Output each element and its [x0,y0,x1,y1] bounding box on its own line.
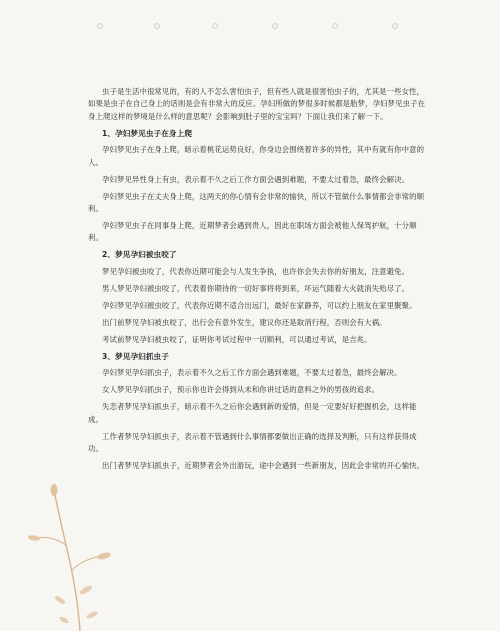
section-2-paragraph: 梦见孕妇被虫咬了，代表你近期可能会与人发生争执，也许你会失去你的好朋友，注意避免。 [102,266,410,276]
section-heading-1: 1、孕妇梦见虫子在身上爬 [102,128,193,138]
section-2-paragraph: 考试前梦见孕妇被虫咬了，证明你考试过程中一切顺利，可以通过考试，是吉兆。 [102,334,372,344]
document-body [88,86,426,477]
section-2-paragraph: 孕妇梦见孕妇被虫咬了，代表你近期不适合出远门，最好在家静养，可以约上朋友在家里聚聚。 [102,300,417,310]
section-2-paragraph: 男人梦见孕妇被虫咬了，代表着你期待的一切好事将将到来，坏运气随着大火就消失殆尽了。 [102,283,410,293]
section-3-paragraph: 出门者梦见孕妇抓虫子，近期梦者会外出游玩，途中会遇到一些新朋友，因此会非常的开心愉快。 [102,461,425,471]
section-1-paragraph: 孕妇梦见异性身上有虫，表示着不久之后工作方面会遇到难题，不要太过着急，最终会解决。 [102,174,410,184]
section-3-paragraph: 工作者梦见孕妇抓虫子，表示着不管遇到什么事情都要做出正确的选择及判断，只有这样获得成功。 [88,431,417,454]
section-3-paragraph: 女人梦见孕妇抓虫子，预示你也许会得到从未和你讲过话的意料之外的男孩的追求。 [102,385,380,395]
section-2-paragraph: 出门前梦见孕妇被虫咬了，出行会有意外发生，建议你还是取消行程，否则会有大祸。 [102,317,387,327]
section-heading-3: 3、梦见孕妇抓虫子 [102,351,169,361]
section-1-paragraph: 孕妇梦见虫子在同事身上爬，近期梦者会遇到贵人，因此在职场方面会被他人保驾护航，十分顺利。 [88,221,417,243]
intro-paragraph: 虫子是生活中很常见的，有的人不怎么害怕虫子，但有些人就是很害怕虫子的，尤其是一些女性，如果是虫子在自己身上的话则是会有非常大的反应。孕妇所做的梦很多时候都是胎梦，孕妇梦见虫子在身上爬这样的梦境是什么样的意思呢？会影响到肚子里的宝宝吗？下面让我们来了解一下。 [88,87,426,121]
section-1-paragraph: 孕妇梦见虫子在身上爬，暗示着桃花运势良好，你身边会围绕着许多的异性，其中有就有你中意的人。 [88,145,425,167]
section-3-paragraph: 孕妇梦见孕妇抓虫子，表示着不久之后工作方面会遇到难题，不要太过着急，最终会解决。 [102,368,402,378]
section-heading-2: 2、梦见孕妇被虫咬了 [102,250,177,260]
floral-sprig-decoration [20,470,150,631]
section-3-paragraph: 失恋者梦见孕妇抓虫子，暗示着不久之后你会遇到新的爱情，但是一定要好好把握机会，这样能成。 [88,402,417,424]
binding-holes [95,18,415,34]
section-1-paragraph: 孕妇梦见虫子在丈夫身上爬，这两天的你心情有会非常的愉快，所以不管做什么事情都会非常的顺利。 [88,191,425,214]
